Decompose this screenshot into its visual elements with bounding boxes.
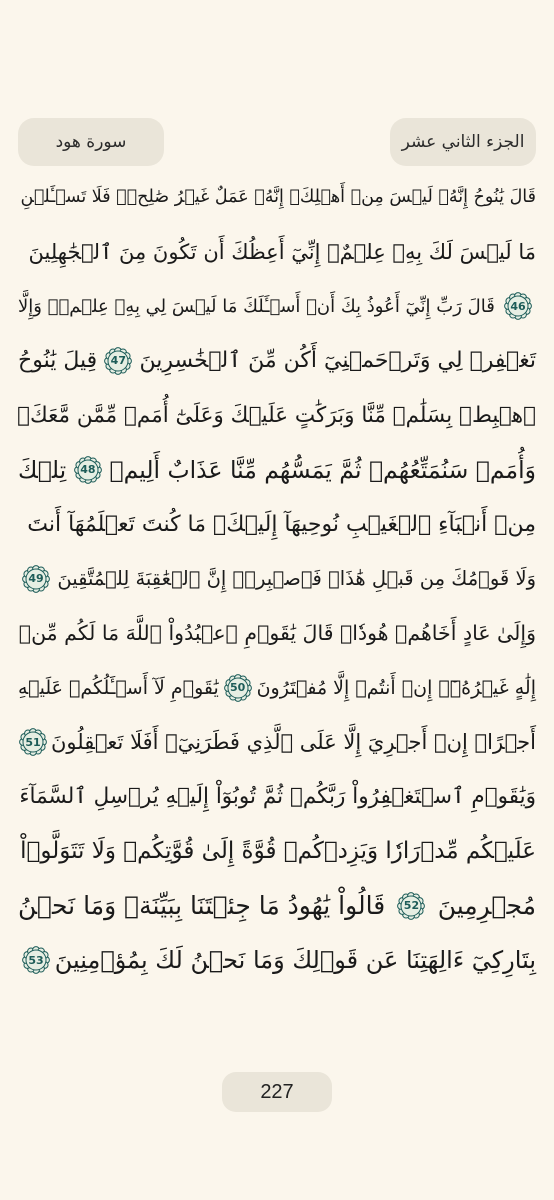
- quran-page-text: [18, 170, 536, 988]
- ayah-number: 47: [110, 354, 126, 368]
- text-line: [18, 225, 536, 280]
- ayah-number-marker[interactable]: [22, 946, 50, 974]
- text-line: [18, 170, 536, 225]
- ayah-number: 51: [25, 735, 41, 749]
- page-number: 227: [260, 1080, 294, 1103]
- text-line: [18, 606, 536, 661]
- verse-text: وَلَا قَوۡمُكَ مِن قَبۡلِ هَٰذَاۖ فَٱصۡبِرۡۖ إِنَّ ٱلۡعَٰقِبَةَ لِلۡمُتَّقِينَ: [57, 567, 536, 591]
- text-line: [18, 334, 536, 389]
- ayah-number-marker[interactable]: [19, 728, 47, 756]
- verse-text: قَالُواْ يَٰهُودُ مَا جِئۡتَنَا بِبَيِّنَةٖ وَمَا نَحۡنُ: [18, 891, 386, 921]
- ayah-number: 49: [28, 572, 44, 586]
- ayah-number-marker[interactable]: [74, 456, 102, 484]
- verse-text: بِتَارِكِيٓ ءَالِهَتِنَا عَن قَوۡلِكَ وَمَا نَحۡنُ لَكَ بِمُؤۡمِنِينَ: [54, 946, 536, 975]
- ayah-number: 46: [510, 299, 526, 313]
- verse-text: مُجۡرِمِينَ: [437, 891, 536, 921]
- verse-text: وَيَٰقَوۡمِ ٱسۡتَغۡفِرُواْ رَبَّكُمۡ ثُمَّ تُوبُوٓاْ إِلَيۡهِ يُرۡسِلِ ٱلسَّمَآءَ: [19, 784, 536, 810]
- verse-text: إِلَٰهٍ غَيۡرُهُۥٓۖ إِنۡ أَنتُمۡ إِلَّا مُفۡتَرُونَ: [256, 676, 536, 699]
- ayah-number-marker[interactable]: [104, 347, 132, 375]
- ayah-number: 48: [80, 463, 96, 477]
- juz-title: الجزء الثاني عشر: [401, 132, 525, 152]
- verse-text: مَا لَيۡسَ لَكَ بِهِۦ عِلۡمٌۖ إِنِّيٓ أَعِظُكَ أَن تَكُونَ مِنَ ٱلۡجَٰهِلِينَ: [28, 239, 536, 264]
- text-line: [18, 279, 536, 334]
- verse-text: قِيلَ يَٰنُوحُ: [18, 348, 98, 374]
- text-line: [18, 388, 536, 443]
- text-line: [18, 879, 536, 934]
- page-number-badge[interactable]: [222, 1072, 332, 1112]
- verse-text: يَٰقَوۡمِ لَآ أَسۡـَٔلُكُمۡ عَلَيۡهِ: [18, 676, 219, 699]
- surah-title: سورة هود: [55, 132, 127, 152]
- verse-text: وَأُمَمٞ سَنُمَتِّعُهُمۡ ثُمَّ يَمَسُّهُم مِّنَّا عَذَابٌ أَلِيمٞ: [109, 455, 536, 484]
- text-line: [18, 497, 536, 552]
- verse-text: عَلَيۡكُم مِّدۡرَارٗا وَيَزِدۡكُمۡ قُوَّةً إِلَىٰ قُوَّتِكُمۡ وَلَا تَتَوَلَّوۡاْ: [20, 838, 536, 865]
- text-line: [18, 933, 536, 988]
- verse-text: تَغۡفِرۡ لِي وَتَرۡحَمۡنِيٓ أَكُن مِّنَ ٱلۡخَٰسِرِينَ: [139, 348, 536, 374]
- ayah-number: 50: [230, 681, 246, 695]
- verse-text: ٱهۡبِطۡ بِسَلَٰمٖ مِّنَّا وَبَرَكَٰتٍ عَلَيۡكَ وَعَلَىٰٓ أُمَمٖ مِّمَّن مَّعَكَۚ: [17, 402, 536, 428]
- ayah-number-marker[interactable]: [22, 565, 50, 593]
- verse-text: أَجۡرًاۖ إِنۡ أَجۡرِيَ إِلَّا عَلَى ٱلَّذِي فَطَرَنِيٓۚ أَفَلَا تَعۡقِلُونَ: [50, 730, 536, 755]
- ayah-number: 52: [403, 899, 420, 913]
- surah-header[interactable]: [18, 118, 164, 166]
- text-line: [18, 715, 536, 770]
- text-line: [18, 552, 536, 607]
- verse-text: تِلۡكَ: [18, 455, 67, 484]
- ayah-number: 53: [28, 953, 44, 967]
- verse-text: مِنۡ أَنۢبَآءِ ٱلۡغَيۡبِ نُوحِيهَآ إِلَيۡكَۖ مَا كُنتَ تَعۡلَمُهَآ أَنتَ: [27, 511, 536, 537]
- text-line: [18, 824, 536, 879]
- text-line: [18, 443, 536, 498]
- text-line: [18, 661, 536, 716]
- text-line: [18, 770, 536, 825]
- verse-text: قَالَ رَبِّ إِنِّيٓ أَعُوذُ بِكَ أَنۡ أَسۡـَٔلَكَ مَا لَيۡسَ لِي بِهِۦ عِلۡمٞۖ وَإِلَّا: [18, 295, 495, 317]
- verse-text: قَالَ يَٰنُوحُ إِنَّهُۥ لَيۡسَ مِنۡ أَهۡلِكَۖ إِنَّهُۥ عَمَلٌ غَيۡرُ صَٰلِحٖۖ فَلَا تَسۡـَٔلۡنِ: [20, 187, 536, 208]
- ayah-number-marker[interactable]: [224, 674, 252, 702]
- ayah-number-marker[interactable]: [397, 892, 425, 920]
- ayah-number-marker[interactable]: [504, 292, 532, 320]
- juz-header[interactable]: [390, 118, 536, 166]
- verse-text: وَإِلَىٰ عَادٍ أَخَاهُمۡ هُودٗاۚ قَالَ يَٰقَوۡمِ ٱعۡبُدُواْ ٱللَّهَ مَا لَكُم مِّنۡ: [18, 621, 536, 646]
